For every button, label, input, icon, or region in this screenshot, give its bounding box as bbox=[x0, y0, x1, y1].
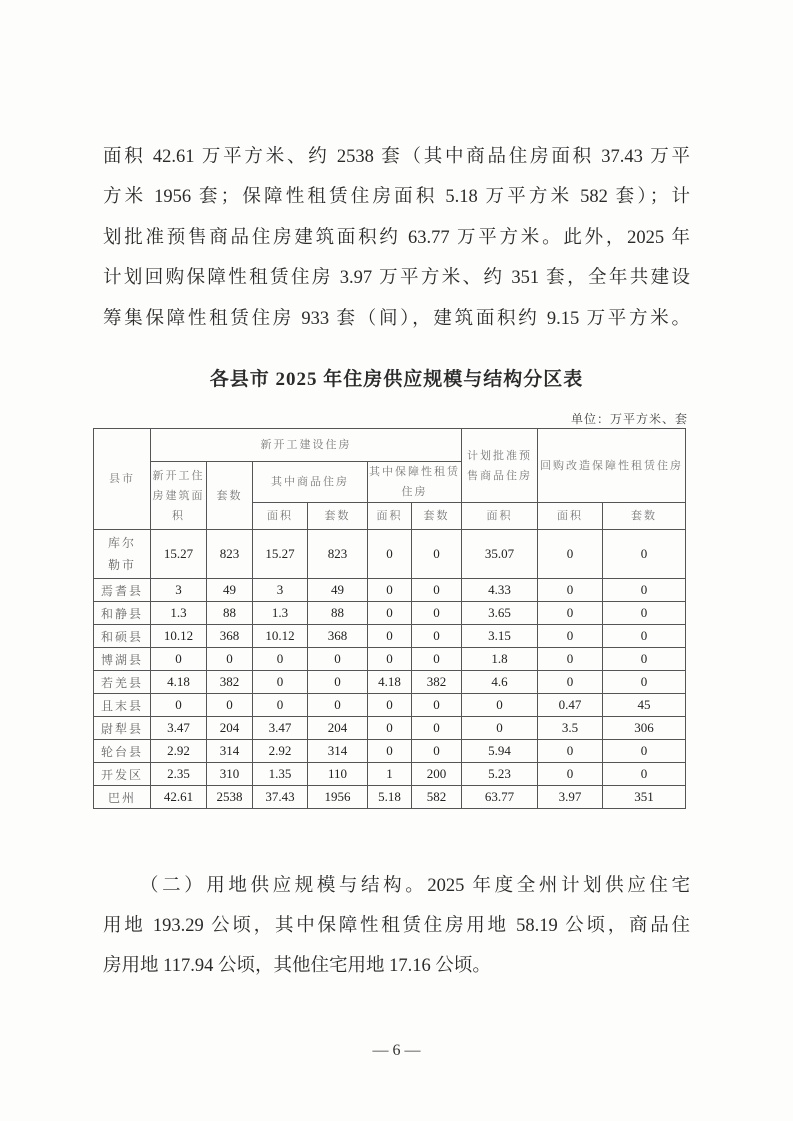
county-cell: 开发区 bbox=[94, 763, 151, 786]
header-count: 套数 bbox=[603, 503, 686, 530]
table-row bbox=[94, 579, 686, 602]
value-cell: 0 bbox=[603, 530, 686, 579]
text-line: 房用地 117.94 公顷，其他住宅用地 17.16 公顷。 bbox=[103, 956, 491, 976]
value-cell: 0 bbox=[412, 694, 462, 717]
value-cell: 1.35 bbox=[253, 763, 308, 786]
value-cell: 0 bbox=[538, 530, 603, 579]
value-cell: 204 bbox=[308, 717, 368, 740]
value-cell: 49 bbox=[207, 579, 253, 602]
value-cell: 382 bbox=[207, 671, 253, 694]
value-cell: 0 bbox=[308, 671, 368, 694]
table-row bbox=[94, 648, 686, 671]
value-cell: 0 bbox=[412, 579, 462, 602]
value-cell: 3.47 bbox=[253, 717, 308, 740]
value-cell: 1.3 bbox=[253, 602, 308, 625]
value-cell: 63.77 bbox=[462, 786, 538, 809]
value-cell: 0 bbox=[308, 694, 368, 717]
value-cell: 4.6 bbox=[462, 671, 538, 694]
value-cell: 0 bbox=[151, 694, 207, 717]
value-cell: 0 bbox=[151, 648, 207, 671]
value-cell: 0 bbox=[538, 648, 603, 671]
value-cell: 0 bbox=[603, 625, 686, 648]
value-cell: 0 bbox=[253, 694, 308, 717]
value-cell: 5.18 bbox=[368, 786, 412, 809]
text-line: 用地 193.29 公顷，其中保障性租赁住房用地 58.19 公顷，商品住 bbox=[103, 916, 690, 936]
value-cell: 88 bbox=[207, 602, 253, 625]
header-county: 县市 bbox=[94, 429, 151, 530]
value-cell: 310 bbox=[207, 763, 253, 786]
value-cell: 0.47 bbox=[538, 694, 603, 717]
header-area: 面积 bbox=[462, 503, 538, 530]
value-cell: 37.43 bbox=[253, 786, 308, 809]
value-cell: 382 bbox=[412, 671, 462, 694]
value-cell: 0 bbox=[412, 717, 462, 740]
value-cell: 1 bbox=[368, 763, 412, 786]
value-cell: 204 bbox=[207, 717, 253, 740]
table-row bbox=[94, 694, 686, 717]
value-cell: 314 bbox=[308, 740, 368, 763]
value-cell: 49 bbox=[308, 579, 368, 602]
value-cell: 0 bbox=[412, 648, 462, 671]
table-row bbox=[94, 530, 686, 579]
value-cell: 0 bbox=[538, 602, 603, 625]
value-cell: 2.92 bbox=[253, 740, 308, 763]
unit-label: 单位：万平方米、套 bbox=[570, 412, 688, 426]
header-commercial: 其中商品住房 bbox=[253, 462, 368, 503]
value-cell: 42.61 bbox=[151, 786, 207, 809]
value-cell: 0 bbox=[412, 740, 462, 763]
header-sets: 套数 bbox=[207, 462, 253, 530]
header-presale: 计划批准预售商品住房 bbox=[462, 429, 538, 503]
value-cell: 3.65 bbox=[462, 602, 538, 625]
value-cell: 0 bbox=[368, 694, 412, 717]
text-line: 方米 1956 套；保障性租赁住房面积 5.18 万平方米 582 套）；计 bbox=[103, 187, 690, 207]
header-new-build: 新开工建设住房 bbox=[151, 429, 462, 462]
table-row bbox=[94, 786, 686, 809]
value-cell: 0 bbox=[538, 579, 603, 602]
value-cell: 0 bbox=[253, 648, 308, 671]
value-cell: 10.12 bbox=[253, 625, 308, 648]
header-affordable: 其中保障性租赁住房 bbox=[368, 462, 462, 503]
value-cell: 4.18 bbox=[368, 671, 412, 694]
table-title: 各县市 2025 年住房供应规模与结构分区表 bbox=[209, 369, 584, 390]
value-cell: 0 bbox=[368, 648, 412, 671]
header-new-area: 新开工住房建筑面积 bbox=[151, 462, 207, 530]
header-area: 面积 bbox=[538, 503, 603, 530]
value-cell: 0 bbox=[368, 579, 412, 602]
county-cell: 轮台县 bbox=[94, 740, 151, 763]
text-line: （二）用地供应规模与结构。2025 年度全州计划供应住宅 bbox=[140, 876, 690, 896]
header-count: 套数 bbox=[412, 503, 462, 530]
value-cell: 0 bbox=[368, 530, 412, 579]
value-cell: 4.33 bbox=[462, 579, 538, 602]
value-cell: 0 bbox=[462, 694, 538, 717]
text-line: 计划回购保障性租赁住房 3.97 万平方米、约 351 套，全年共建设 bbox=[103, 268, 690, 288]
value-cell: 0 bbox=[412, 530, 462, 579]
value-cell: 0 bbox=[462, 717, 538, 740]
value-cell: 0 bbox=[603, 671, 686, 694]
table-row bbox=[94, 763, 686, 786]
value-cell: 0 bbox=[412, 625, 462, 648]
value-cell: 0 bbox=[603, 740, 686, 763]
county-cell: 尉犁县 bbox=[94, 717, 151, 740]
county-cell: 焉耆县 bbox=[94, 579, 151, 602]
county-cell: 巴州 bbox=[94, 786, 151, 809]
value-cell: 0 bbox=[253, 671, 308, 694]
value-cell: 3.97 bbox=[538, 786, 603, 809]
value-cell: 3 bbox=[151, 579, 207, 602]
value-cell: 0 bbox=[603, 763, 686, 786]
table-row bbox=[94, 602, 686, 625]
value-cell: 0 bbox=[308, 648, 368, 671]
text-line: 筹集保障性租赁住房 933 套（间），建筑面积约 9.15 万平方米。 bbox=[103, 309, 690, 329]
county-cell: 库尔勒市 bbox=[94, 530, 151, 579]
county-cell: 若羌县 bbox=[94, 671, 151, 694]
value-cell: 45 bbox=[603, 694, 686, 717]
table-row bbox=[94, 717, 686, 740]
value-cell: 0 bbox=[603, 602, 686, 625]
county-cell: 且末县 bbox=[94, 694, 151, 717]
county-cell: 博湖县 bbox=[94, 648, 151, 671]
value-cell: 10.12 bbox=[151, 625, 207, 648]
value-cell: 823 bbox=[207, 530, 253, 579]
value-cell: 0 bbox=[368, 740, 412, 763]
value-cell: 3.15 bbox=[462, 625, 538, 648]
value-cell: 351 bbox=[603, 786, 686, 809]
header-area: 面积 bbox=[368, 503, 412, 530]
table-row bbox=[94, 740, 686, 763]
header-buyback: 回购改造保障性租赁住房 bbox=[538, 429, 686, 503]
value-cell: 1.8 bbox=[462, 648, 538, 671]
table-row bbox=[94, 625, 686, 648]
value-cell: 3.47 bbox=[151, 717, 207, 740]
value-cell: 5.94 bbox=[462, 740, 538, 763]
value-cell: 2.92 bbox=[151, 740, 207, 763]
value-cell: 0 bbox=[368, 625, 412, 648]
value-cell: 5.23 bbox=[462, 763, 538, 786]
table-row bbox=[94, 671, 686, 694]
value-cell: 368 bbox=[308, 625, 368, 648]
value-cell: 0 bbox=[538, 625, 603, 648]
value-cell: 823 bbox=[308, 530, 368, 579]
housing-supply-table bbox=[93, 428, 686, 809]
value-cell: 4.18 bbox=[151, 671, 207, 694]
value-cell: 0 bbox=[368, 602, 412, 625]
value-cell: 2.35 bbox=[151, 763, 207, 786]
value-cell: 3 bbox=[253, 579, 308, 602]
text-line: 面积 42.61 万平方米、约 2538 套（其中商品住房面积 37.43 万平 bbox=[103, 147, 690, 167]
value-cell: 0 bbox=[207, 694, 253, 717]
header-area: 面积 bbox=[253, 503, 308, 530]
value-cell: 15.27 bbox=[151, 530, 207, 579]
value-cell: 0 bbox=[207, 648, 253, 671]
value-cell: 2538 bbox=[207, 786, 253, 809]
value-cell: 0 bbox=[412, 602, 462, 625]
value-cell: 0 bbox=[368, 717, 412, 740]
county-cell: 和静县 bbox=[94, 602, 151, 625]
value-cell: 0 bbox=[538, 740, 603, 763]
value-cell: 0 bbox=[538, 763, 603, 786]
header-count: 套数 bbox=[308, 503, 368, 530]
page-number: — 6 — bbox=[372, 1042, 421, 1059]
county-cell: 和硕县 bbox=[94, 625, 151, 648]
value-cell: 582 bbox=[412, 786, 462, 809]
value-cell: 314 bbox=[207, 740, 253, 763]
value-cell: 200 bbox=[412, 763, 462, 786]
value-cell: 88 bbox=[308, 602, 368, 625]
value-cell: 368 bbox=[207, 625, 253, 648]
value-cell: 0 bbox=[538, 671, 603, 694]
value-cell: 1956 bbox=[308, 786, 368, 809]
value-cell: 15.27 bbox=[253, 530, 308, 579]
text-line: 划批准预售商品住房建筑面积约 63.77 万平方米。此外，2025 年 bbox=[103, 228, 690, 248]
value-cell: 0 bbox=[603, 579, 686, 602]
value-cell: 306 bbox=[603, 717, 686, 740]
value-cell: 110 bbox=[308, 763, 368, 786]
value-cell: 0 bbox=[603, 648, 686, 671]
value-cell: 35.07 bbox=[462, 530, 538, 579]
value-cell: 1.3 bbox=[151, 602, 207, 625]
value-cell: 3.5 bbox=[538, 717, 603, 740]
